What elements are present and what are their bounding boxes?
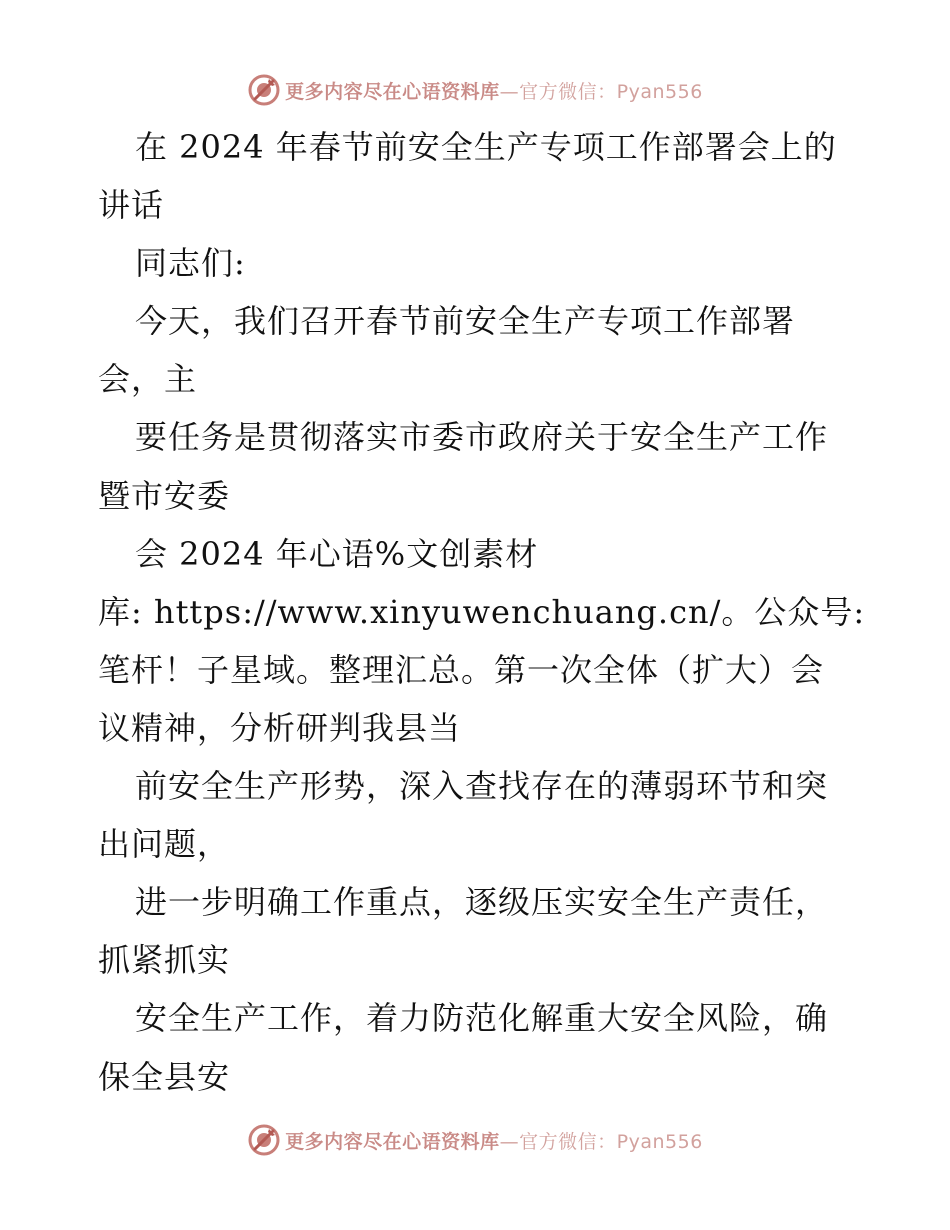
brand-logo-icon xyxy=(247,1123,281,1157)
text-line: 笔杆！子星域。整理汇总。第一次全体（扩大）会 xyxy=(98,650,825,689)
brand-logo-icon xyxy=(247,73,281,107)
banner-text xyxy=(285,1127,703,1154)
document-body xyxy=(98,118,866,1106)
header-watermark-banner xyxy=(0,70,950,110)
banner-text xyxy=(285,77,703,104)
banner-wechat: 官方微信：Pyan556 xyxy=(519,80,703,103)
text-line: 会，主 xyxy=(98,360,198,399)
text-line: 暨市安委 xyxy=(98,476,231,515)
text-line: 出问题， xyxy=(98,825,231,864)
text-line: 库: https://www.xinyuwenchuang.cn/。公众号: xyxy=(98,592,866,631)
text-line: 抓紧抓实 xyxy=(98,941,231,980)
banner-brand: 更多内容尽在心语资料库 xyxy=(285,1130,500,1153)
banner-dash: — xyxy=(499,80,520,103)
text-line: 同志们: xyxy=(135,244,246,283)
banner-wechat: 官方微信：Pyan556 xyxy=(519,1130,703,1153)
text-line: 在 2024 年春节前安全生产专项工作部署会上的 xyxy=(135,128,837,166)
banner-dash: — xyxy=(499,1130,520,1153)
text-line: 进一步明确工作重点，逐级压实安全生产责任， xyxy=(135,883,829,922)
text-line: 安全生产工作，着力防范化解重大安全风险，确 xyxy=(135,999,829,1038)
text-line: 议精神，分析研判我县当 xyxy=(98,708,462,747)
text-line: 要任务是贯彻落实市委市政府关于安全生产工作 xyxy=(135,418,829,457)
footer-watermark-banner xyxy=(0,1120,950,1160)
text-line: 讲话 xyxy=(98,186,165,225)
text-line: 今天，我们召开春节前安全生产专项工作部署 xyxy=(135,302,796,341)
text-line: 会 2024 年心语%文创素材 xyxy=(135,534,539,573)
banner-brand: 更多内容尽在心语资料库 xyxy=(285,80,500,103)
text-line: 前安全生产形势，深入查找存在的薄弱环节和突 xyxy=(135,767,829,806)
text-line: 保全县安 xyxy=(98,1057,231,1096)
